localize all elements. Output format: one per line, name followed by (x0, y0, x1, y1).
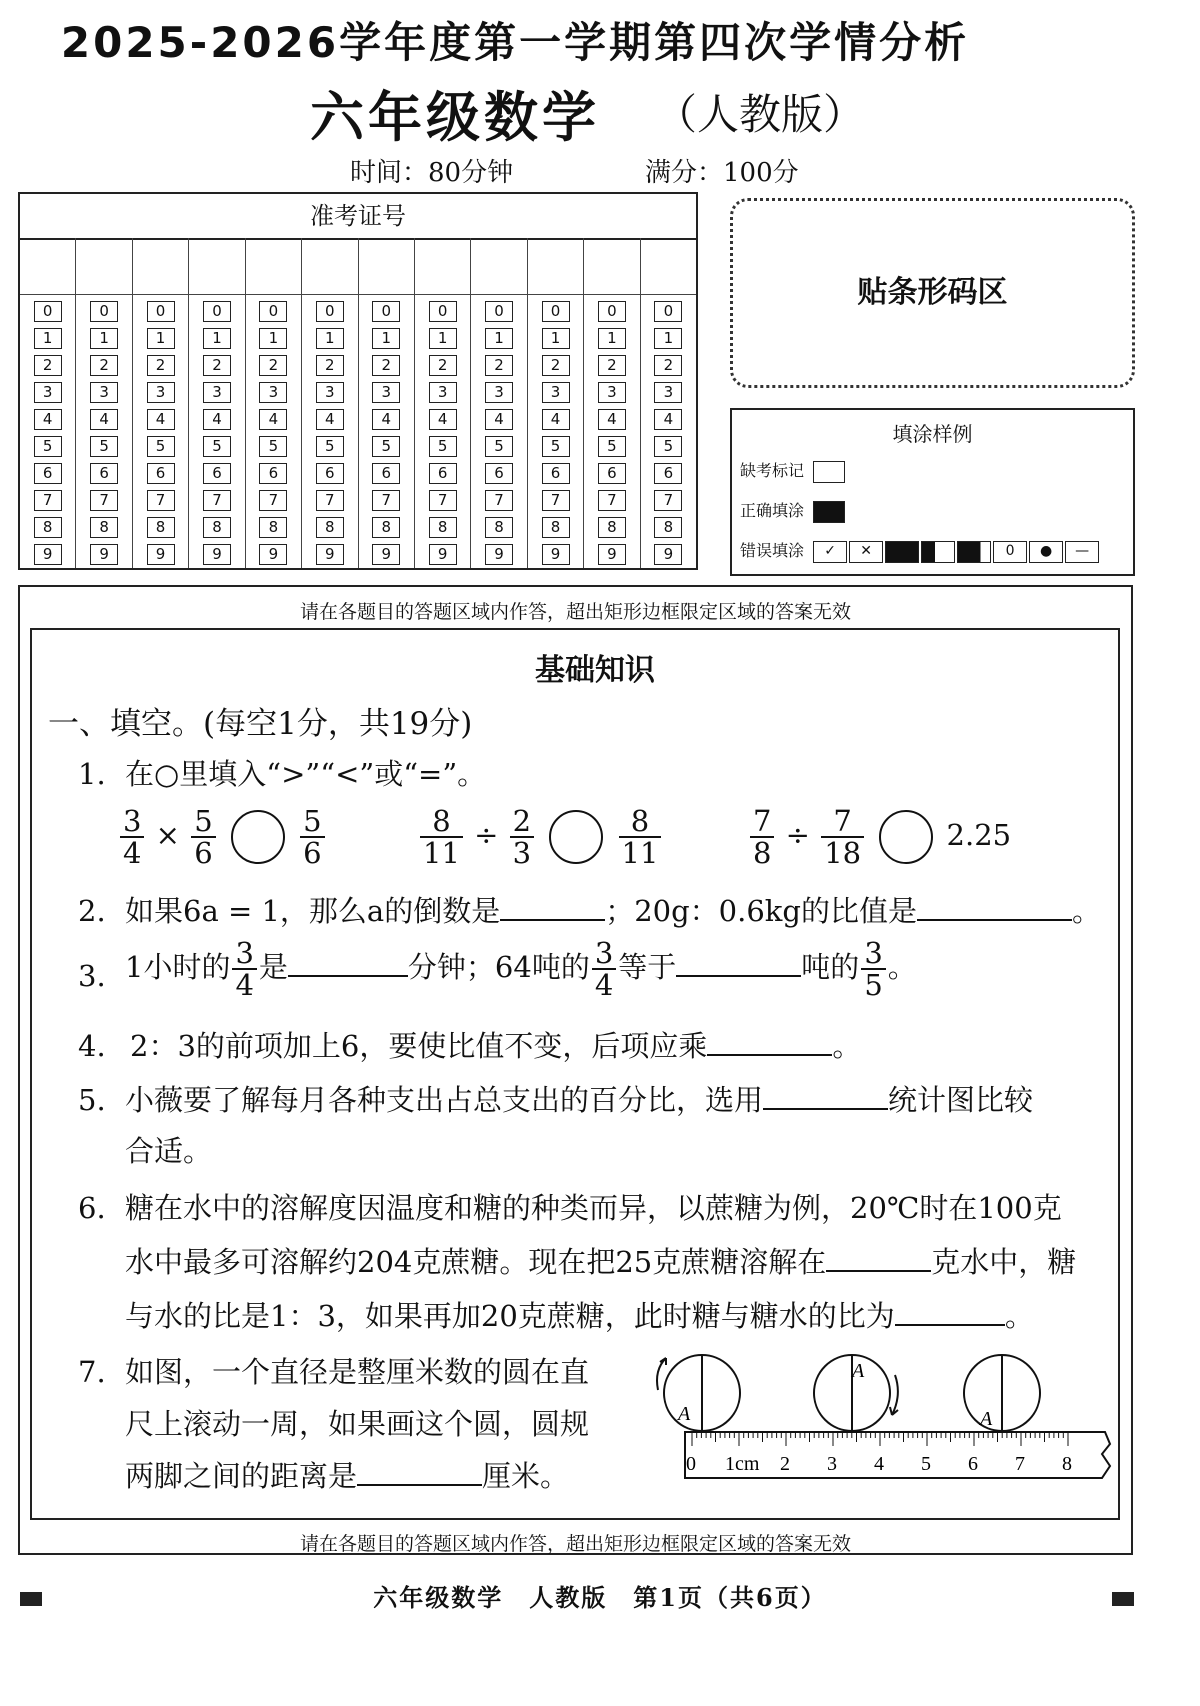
id-digit-bubble[interactable]: 9 (542, 544, 570, 565)
id-write-cell[interactable] (584, 238, 639, 295)
id-digit-bubble[interactable]: 4 (147, 409, 175, 430)
id-digit-bubble[interactable]: 6 (598, 463, 626, 484)
id-digit-bubble[interactable]: 9 (34, 544, 62, 565)
id-digit-bubble[interactable]: 0 (203, 301, 231, 322)
id-digit-bubble[interactable]: 5 (372, 436, 400, 457)
id-write-cell[interactable] (471, 238, 526, 295)
id-digit-bubble[interactable]: 5 (542, 436, 570, 457)
denominator: 6 (303, 836, 322, 870)
point-a-label: A (980, 1408, 993, 1430)
id-digit-bubble[interactable]: 2 (147, 355, 175, 376)
id-digit-bubble[interactable]: 8 (542, 517, 570, 538)
id-digit-bubble[interactable]: 7 (654, 490, 682, 511)
ruler-tick-label: 4 (874, 1453, 884, 1475)
answer-blank[interactable] (676, 949, 801, 977)
id-digit-bubble[interactable]: 8 (485, 517, 513, 538)
operator: ÷ (785, 818, 810, 852)
answer-blank[interactable] (895, 1298, 1005, 1326)
denominator: 18 (824, 836, 862, 870)
id-digit-bubble[interactable]: 4 (598, 409, 626, 430)
fraction (592, 938, 616, 1000)
id-digit-bubble[interactable]: 7 (34, 490, 62, 511)
id-digit-bubble[interactable]: 2 (90, 355, 118, 376)
q3-text-6: 。 (887, 950, 917, 984)
id-digit-bubble[interactable]: 6 (90, 463, 118, 484)
id-digit-bubble[interactable]: 2 (485, 355, 513, 376)
answer-blank[interactable] (288, 949, 408, 977)
id-digit-bubble[interactable]: 8 (372, 517, 400, 538)
id-digit-bubble[interactable]: 0 (598, 301, 626, 322)
id-digit-bubble[interactable]: 2 (542, 355, 570, 376)
q5-line-2: 合适。 (125, 1134, 213, 1168)
id-digit-bubble[interactable]: 8 (203, 517, 231, 538)
answer-blank[interactable] (917, 893, 1072, 921)
q3-number: 3. (78, 959, 106, 993)
id-digit-bubble[interactable]: 8 (259, 517, 287, 538)
q7-line-3 (125, 1458, 569, 1494)
id-digit-bubble[interactable]: 7 (90, 490, 118, 511)
id-digit-bubble[interactable]: 3 (429, 382, 457, 403)
denominator: 6 (194, 836, 213, 870)
fraction (821, 806, 864, 868)
fill-sample-title: 填涂样例 (892, 422, 973, 446)
part1-heading: 一、填空。(每空1分，共19分) (48, 706, 473, 742)
id-digit-bubble[interactable]: 5 (90, 436, 118, 457)
oval-mark-icon: 0 (993, 541, 1027, 563)
id-digit-bubble[interactable]: 1 (316, 328, 344, 349)
answer-warning-top: 请在各题目的答题区域内作答，超出矩形边框限定区域的答案无效 (299, 601, 851, 623)
id-digit-bubble[interactable]: 6 (34, 463, 62, 484)
id-digit-bubble[interactable]: 0 (485, 301, 513, 322)
compare-circle[interactable] (549, 810, 603, 864)
edition-label: （人教版） (655, 90, 866, 139)
id-digit-bubble[interactable]: 4 (316, 409, 344, 430)
id-digit-bubble[interactable]: 5 (654, 436, 682, 457)
id-digit-bubble[interactable]: 1 (372, 328, 400, 349)
ruler-tick-label: 8 (1062, 1453, 1072, 1475)
q2-text-2: ；20g：0.6kg的比值是 (605, 894, 917, 928)
denominator: 3 (512, 836, 532, 870)
id-digit-bubble[interactable]: 4 (654, 409, 682, 430)
q3-text-3: 分钟；64吨的 (407, 950, 590, 984)
partial-fill-icon (957, 541, 991, 563)
ruler-tick-label: 1cm (725, 1453, 760, 1475)
q5-line-1 (125, 1082, 1033, 1118)
q3-text-2: 是 (258, 950, 288, 984)
q2-text-1: 如果6a = 1，那么a的倒数是 (125, 894, 501, 928)
answer-blank[interactable] (500, 893, 605, 921)
ruler-tick-label: 7 (1015, 1453, 1025, 1475)
q4-number: 4. (78, 1029, 106, 1063)
id-column (415, 238, 471, 568)
id-digit-bubble[interactable]: 0 (654, 301, 682, 322)
q2-number: 2. (78, 894, 106, 928)
numerator: 5 (300, 806, 324, 838)
ruler-tick-labels (686, 1453, 1072, 1475)
fraction (232, 938, 256, 1000)
id-digit-bubble[interactable]: 1 (598, 328, 626, 349)
fraction (861, 938, 885, 1000)
q2-text-3: 。 (1071, 894, 1101, 928)
numerator: 8 (420, 806, 463, 838)
numerator: 3 (120, 806, 144, 838)
ruler-tick-label: 3 (827, 1453, 837, 1475)
id-digit-bubble[interactable]: 9 (203, 544, 231, 565)
id-digit-bubble[interactable]: 3 (147, 382, 175, 403)
id-digit-bubble[interactable]: 2 (654, 355, 682, 376)
id-column (246, 238, 302, 568)
id-write-cell[interactable] (359, 238, 414, 295)
id-digit-bubble[interactable]: 6 (259, 463, 287, 484)
id-write-cell[interactable] (189, 238, 244, 295)
exam-title: 2025-2026学年度第一学期第四次学情分析 (60, 18, 970, 67)
id-digit-bubble[interactable]: 1 (542, 328, 570, 349)
q6-line-1: 糖在水中的溶解度因温度和糖的种类而异，以蔗糖为例，20℃时在100克 (125, 1191, 1062, 1225)
id-column (528, 238, 584, 568)
id-digit-bubble[interactable]: 7 (372, 490, 400, 511)
q3-text-5: 吨的 (801, 950, 860, 984)
q3-text-1: 1小时的 (125, 950, 231, 984)
id-digit-bubble[interactable]: 2 (429, 355, 457, 376)
numerator: 3 (592, 938, 616, 970)
compare-circle[interactable] (879, 810, 933, 864)
q6-text-2b: 克水中，糖 (931, 1245, 1077, 1279)
q2-line (125, 893, 1101, 929)
numerator: 7 (750, 806, 774, 838)
id-digit-bubble[interactable]: 6 (316, 463, 344, 484)
id-write-cell[interactable] (641, 238, 696, 295)
time-label: 时间：80分钟 (350, 158, 514, 188)
decimal-value: 2.25 (946, 818, 1012, 852)
answer-blank[interactable] (763, 1082, 888, 1110)
q7-text-3b: 厘米。 (482, 1459, 570, 1493)
operator: × (155, 818, 180, 852)
id-digit-bubble[interactable]: 8 (147, 517, 175, 538)
id-digit-bubble[interactable]: 5 (429, 436, 457, 457)
answer-blank[interactable] (357, 1458, 482, 1486)
id-digit-bubble[interactable]: 1 (147, 328, 175, 349)
alignment-mark (20, 1592, 42, 1606)
id-digit-bubble[interactable]: 8 (90, 517, 118, 538)
id-digit-bubble[interactable]: 5 (485, 436, 513, 457)
id-digit-bubble[interactable]: 7 (316, 490, 344, 511)
id-column (302, 238, 358, 568)
id-digit-bubble[interactable]: 3 (34, 382, 62, 403)
id-write-cell[interactable] (246, 238, 301, 295)
id-digit-bubble[interactable]: 0 (147, 301, 175, 322)
circle-position-2 (814, 1355, 898, 1431)
id-digit-bubble[interactable]: 2 (598, 355, 626, 376)
id-column (76, 238, 132, 568)
check-mark-icon: ✓ (813, 541, 847, 563)
section-title: 基础知识 (535, 653, 655, 688)
point-a-label: A (852, 1360, 865, 1382)
denominator: 4 (235, 968, 254, 1002)
id-digit-bubble[interactable]: 4 (429, 409, 457, 430)
q6-line-2 (125, 1244, 1076, 1280)
q3-text-4: 等于 (618, 950, 677, 984)
q1-expr-1 (118, 806, 327, 868)
dash-mark-icon: — (1065, 541, 1099, 563)
id-digit-bubble[interactable]: 7 (485, 490, 513, 511)
id-digit-bubble[interactable]: 2 (316, 355, 344, 376)
numerator: 7 (821, 806, 864, 838)
q5-text-1: 小薇要了解每月各种支出占总支出的百分比，选用 (125, 1083, 764, 1117)
numerator: 8 (619, 806, 662, 838)
q6-text-3a: 与水的比是1：3，如果再加20克蔗糖，此时糖与糖水的比为 (125, 1299, 895, 1333)
correct-fill-row (740, 498, 845, 523)
id-digit-bubble[interactable]: 7 (429, 490, 457, 511)
q7-line-2: 尺上滚动一周，如果画这个圆，圆规 (125, 1407, 590, 1441)
operator: ÷ (474, 818, 499, 852)
fraction (300, 806, 324, 868)
id-digit-bubble[interactable]: 4 (203, 409, 231, 430)
absent-mark-row (740, 458, 845, 483)
q7-number: 7. (78, 1355, 106, 1389)
q1-number: 1. (78, 757, 106, 791)
id-digit-bubble[interactable]: 5 (34, 436, 62, 457)
q5-number: 5. (78, 1083, 106, 1117)
barcode-area: 贴条形码区 (730, 198, 1135, 388)
id-column (189, 238, 245, 568)
compare-circle[interactable] (231, 810, 285, 864)
q1-expr-2 (418, 806, 663, 868)
id-digit-bubble[interactable]: 6 (203, 463, 231, 484)
id-digit-bubble[interactable]: 6 (372, 463, 400, 484)
denominator: 5 (864, 968, 883, 1002)
id-digit-bubble[interactable]: 4 (259, 409, 287, 430)
absent-mark-label: 缺考标记 (740, 461, 805, 480)
id-digit-bubble[interactable]: 3 (259, 382, 287, 403)
id-digit-bubble[interactable]: 9 (316, 544, 344, 565)
q4-text-2: 。 (832, 1029, 862, 1063)
wrong-fill-row (740, 538, 1099, 563)
id-digit-bubble[interactable]: 9 (429, 544, 457, 565)
id-digit-bubble[interactable]: 9 (259, 544, 287, 565)
id-digit-bubble[interactable]: 6 (147, 463, 175, 484)
fraction (750, 806, 774, 868)
id-digit-bubble[interactable]: 8 (429, 517, 457, 538)
id-digit-bubble[interactable]: 7 (147, 490, 175, 511)
ruler-diagram (640, 1350, 1115, 1495)
q3-line (125, 938, 917, 1000)
id-digit-bubble[interactable]: 0 (316, 301, 344, 322)
overfill-icon (885, 541, 919, 563)
id-digit-bubble[interactable]: 0 (259, 301, 287, 322)
id-digit-bubble[interactable]: 3 (90, 382, 118, 403)
id-digit-bubble[interactable]: 2 (259, 355, 287, 376)
id-digit-bubble[interactable]: 6 (485, 463, 513, 484)
id-write-cell[interactable] (20, 238, 75, 295)
id-digit-bubble[interactable]: 6 (654, 463, 682, 484)
id-digit-bubble[interactable]: 4 (372, 409, 400, 430)
id-digit-bubble[interactable]: 5 (259, 436, 287, 457)
rotate-arrow-icon (892, 1375, 898, 1415)
page-footer: 六年级数学 人教版 第1页（共6页） (373, 1583, 827, 1612)
id-digit-bubble[interactable]: 3 (598, 382, 626, 403)
correct-fill-box (813, 501, 845, 523)
id-digit-bubble[interactable]: 1 (259, 328, 287, 349)
numerator: 2 (510, 806, 534, 838)
id-digit-bubble[interactable]: 1 (485, 328, 513, 349)
id-write-cell[interactable] (302, 238, 357, 295)
fraction (120, 806, 144, 868)
denominator: 11 (423, 836, 460, 870)
id-digit-bubble[interactable]: 0 (542, 301, 570, 322)
id-digit-bubble[interactable]: 0 (429, 301, 457, 322)
id-digit-bubble[interactable]: 4 (485, 409, 513, 430)
id-digit-bubble[interactable]: 3 (542, 382, 570, 403)
q7-text-3a: 两脚之间的距离是 (125, 1459, 358, 1493)
circle-position-1 (657, 1355, 740, 1431)
q7-line-1: 如图，一个直径是整厘米数的圆在直 (125, 1355, 590, 1389)
cross-mark-icon: ✕ (849, 541, 883, 563)
point-a-label: A (678, 1403, 691, 1425)
id-digit-bubble[interactable]: 5 (598, 436, 626, 457)
answer-blank[interactable] (826, 1244, 931, 1272)
id-digit-bubble[interactable]: 0 (372, 301, 400, 322)
id-digit-bubble[interactable]: 2 (372, 355, 400, 376)
absent-mark-box[interactable] (813, 461, 845, 483)
subject-title: 六年级数学 (310, 86, 600, 149)
id-digit-bubble[interactable]: 7 (598, 490, 626, 511)
id-digit-bubble[interactable]: 5 (316, 436, 344, 457)
id-digit-bubble[interactable]: 0 (34, 301, 62, 322)
fraction (510, 806, 534, 868)
id-digit-bubble[interactable]: 3 (372, 382, 400, 403)
id-digit-bubble[interactable]: 2 (34, 355, 62, 376)
id-digit-bubble[interactable]: 1 (34, 328, 62, 349)
ruler-tick-label: 6 (968, 1453, 978, 1475)
id-column (133, 238, 189, 568)
id-digit-bubble[interactable]: 7 (542, 490, 570, 511)
ruler-tick-label: 0 (686, 1453, 696, 1475)
q4-text-1: 2：3的前项加上6，要使比值不变，后项应乘 (130, 1029, 708, 1063)
id-write-cell[interactable] (528, 238, 583, 295)
id-digit-bubble[interactable]: 6 (429, 463, 457, 484)
id-digit-bubble[interactable]: 7 (203, 490, 231, 511)
fraction (619, 806, 662, 868)
answer-blank[interactable] (707, 1028, 832, 1056)
id-digit-bubble[interactable]: 7 (259, 490, 287, 511)
correct-fill-label: 正确填涂 (740, 501, 805, 520)
wrong-fill-label: 错误填涂 (740, 541, 805, 560)
q6-line-3 (125, 1298, 1034, 1334)
id-digit-bubble[interactable]: 3 (203, 382, 231, 403)
id-digit-bubble[interactable]: 8 (316, 517, 344, 538)
id-digit-bubble[interactable]: 9 (147, 544, 175, 565)
admission-id-box (18, 192, 698, 570)
fill-sample-box (730, 408, 1135, 576)
wrong-fill-examples (813, 541, 1099, 563)
id-digit-bubble[interactable]: 1 (90, 328, 118, 349)
id-write-cell[interactable] (133, 238, 188, 295)
fraction (420, 806, 463, 868)
id-write-cell[interactable] (415, 238, 470, 295)
id-column (584, 238, 640, 568)
id-digit-bubble[interactable]: 1 (654, 328, 682, 349)
id-column (20, 238, 76, 568)
q1-expr-3 (748, 806, 1011, 868)
fraction (191, 806, 215, 868)
alignment-mark (1112, 1592, 1134, 1606)
id-digit-bubble[interactable]: 9 (654, 544, 682, 565)
q4-line (130, 1028, 861, 1064)
ruler-tick-label: 2 (780, 1453, 790, 1475)
id-digit-bubble[interactable]: 1 (429, 328, 457, 349)
id-digit-bubble[interactable]: 8 (654, 517, 682, 538)
dot-mark-icon: ● (1029, 541, 1063, 563)
denominator: 4 (123, 836, 142, 870)
id-digit-bubble[interactable]: 3 (485, 382, 513, 403)
admission-id-label: 准考证号 (20, 194, 696, 240)
numerator: 3 (861, 938, 885, 970)
id-digit-bubble[interactable]: 6 (542, 463, 570, 484)
id-digit-bubble[interactable]: 8 (34, 517, 62, 538)
half-fill-icon (921, 541, 955, 563)
id-digit-bubble[interactable]: 4 (34, 409, 62, 430)
id-digit-bubble[interactable]: 3 (654, 382, 682, 403)
q6-text-3b: 。 (1004, 1299, 1034, 1333)
answer-warning-bottom: 请在各题目的答题区域内作答，超出矩形边框限定区域的答案无效 (299, 1533, 851, 1555)
q6-number: 6. (78, 1191, 106, 1225)
id-digit-bubble[interactable]: 5 (203, 436, 231, 457)
id-digit-bubble[interactable]: 8 (598, 517, 626, 538)
score-label: 满分：100分 (645, 158, 799, 188)
id-digit-bubble[interactable]: 3 (316, 382, 344, 403)
id-column (641, 238, 696, 568)
admission-id-grid (20, 238, 696, 568)
id-column (359, 238, 415, 568)
ruler-tick-label: 5 (921, 1453, 931, 1475)
denominator: 8 (753, 836, 772, 870)
id-digit-bubble[interactable]: 9 (485, 544, 513, 565)
id-digit-bubble[interactable]: 5 (147, 436, 175, 457)
id-digit-bubble[interactable]: 4 (90, 409, 118, 430)
id-digit-bubble[interactable]: 4 (542, 409, 570, 430)
id-digit-bubble[interactable]: 0 (90, 301, 118, 322)
q5-text-2: 统计图比较 (888, 1083, 1034, 1117)
id-write-cell[interactable] (76, 238, 131, 295)
circle-position-3 (964, 1355, 1040, 1431)
numerator: 3 (232, 938, 256, 970)
id-digit-bubble[interactable]: 9 (372, 544, 400, 565)
denominator: 11 (621, 836, 659, 870)
id-digit-bubble[interactable]: 9 (90, 544, 118, 565)
id-digit-bubble[interactable]: 9 (598, 544, 626, 565)
q6-text-2a: 水中最多可溶解约204克蔗糖。现在把25克蔗糖溶解在 (125, 1245, 827, 1279)
numerator: 5 (191, 806, 215, 838)
id-digit-bubble[interactable]: 1 (203, 328, 231, 349)
id-column (471, 238, 527, 568)
id-digit-bubble[interactable]: 2 (203, 355, 231, 376)
q1-text: 在○里填入“>”“<”或“=”。 (125, 757, 487, 791)
denominator: 4 (594, 968, 614, 1002)
